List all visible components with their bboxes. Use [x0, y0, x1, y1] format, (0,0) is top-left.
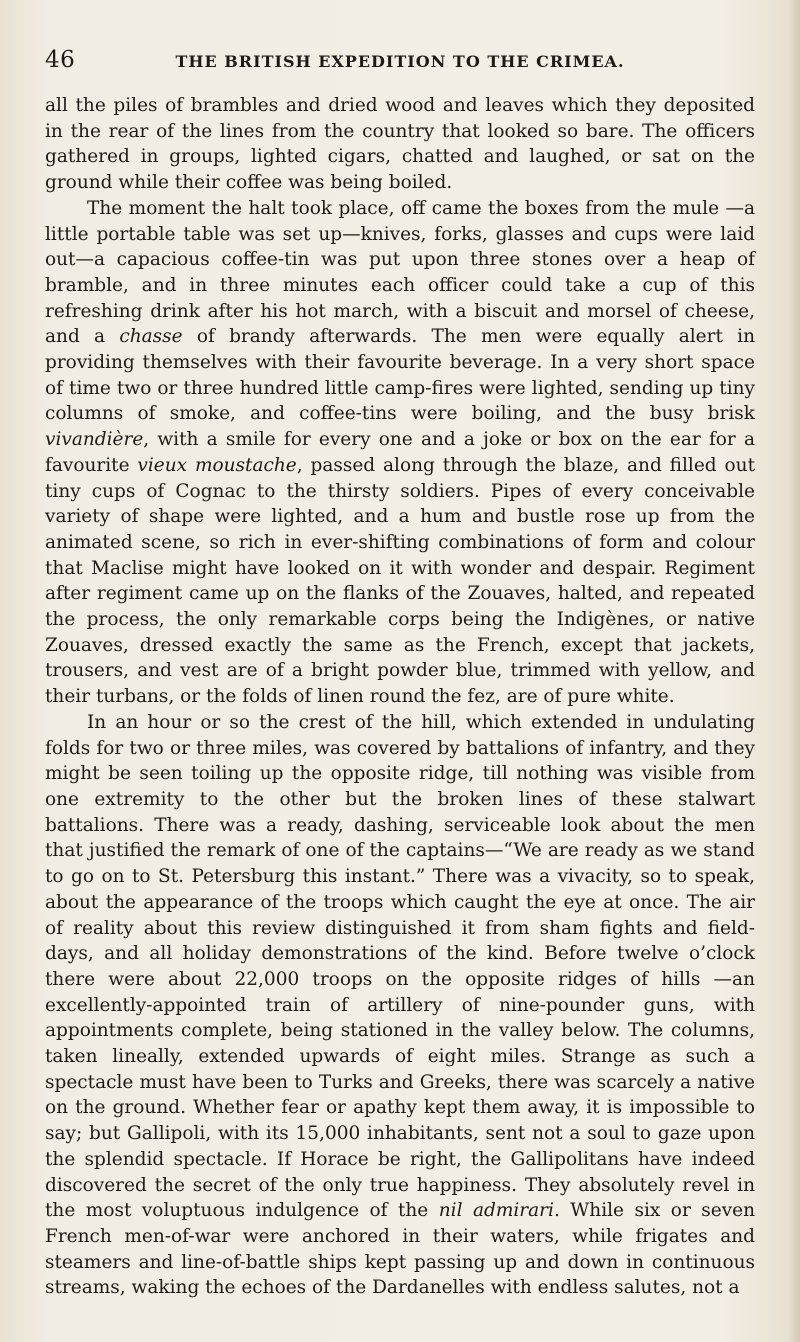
text-run: In an hour or so the crest of the hill, which extended in undulating folds for two or three miles, was covered by battalions of infantry, and they might be seen toiling up the opposite ridge, till nothing was visible from one extremity to the other but the broken lines of these stalwart battalions. There was a ready, dashing, serviceable look about the men that justified the remark of one of the captains—“We are ready as we stand to go on to St. Petersburg this instant.” There was a vivacity, so to speak, about the appearance of the troops which caught the eye at once. The air of reality about this review distinguished it from sham fights and field-days, and all holiday demonstrations of the kind. Before twelve o’clock there were about 22,000 troops on the opposite ridges of hills —an excellently-appointed train of artillery of nine-pounder guns, with appointments complete, being stationed in the valley below. The columns, taken lineally, extended upwards of eight miles. Strange as such a spectacle must have been to Turks and Greeks, there was scarcely a native on the ground. Whether fear or apathy kept them away, it is impossible to say; but Gallipoli, with its 15,000 inhabitants, sent not a soul to gaze upon the splendid spectacle. If Horace be right, the Gallipolitans have indeed discovered the secret of the only true happiness. They absolutely revel in the most voluptuous indulgence of the	[45, 711, 755, 1222]
paragraph	[45, 93, 755, 196]
page-edge-shadow	[788, 0, 800, 1342]
paragraph	[45, 196, 755, 710]
italic-text: vieux moustache	[137, 454, 297, 476]
italic-text: vivandière	[45, 429, 144, 451]
text-run: , passed along through the blaze, and filled out tiny cups of Cognac to the thirsty soldiers. Pipes of every conceivable variety of shape were lighted, and a hum and bustle rose up from the animated scene, so rich in ever-shifting combinations of form and colour that Maclise might have looked on it with wonder and despair. Regiment after regiment came up on the flanks of the Zouaves, halted, and repeated the process, the only remarkable corps being the Indigènes, or native Zouaves, dressed exactly the same as the French, except that jackets, trousers, and vest are of a bright powder blue, trimmed with yellow, and their turbans, or the folds of linen round the fez, are of pure white.	[45, 454, 756, 708]
italic-text: chasse	[119, 326, 183, 348]
body-text	[45, 93, 755, 1301]
text-run: . While six or seven French men-of-war were anchored in their waters, while frigates and steamers and line-of-battle ships kept passing up and down in continuous streams, waking the echoes of the Dardanelles with endless salutes, not a	[45, 1200, 756, 1299]
running-title: THE BRITISH EXPEDITION TO THE CRIMEA.	[175, 52, 625, 71]
italic-text: nil admirari	[438, 1200, 554, 1222]
text-run: The moment the halt took place, off came the boxes from the mule —a little portable table was set up—knives, forks, glasses and cups were laid out—a capacious coffee-tin was put upon three stones over a heap of bramble, and in three minutes each officer could take a cup of this refreshing drink after his hot march, with a biscuit and morsel of cheese, and a	[45, 197, 755, 348]
paragraph	[45, 710, 755, 1301]
text-run: of brandy afterwards. The men were equally alert in providing themselves with their favourite beverage. In a very short space of time two or three hundred little camp-fires were lighted, sending up tiny columns of smoke, and coffee-tins were boiling, and the busy brisk	[45, 326, 755, 425]
page-header	[45, 45, 755, 85]
page-number: 46	[45, 47, 76, 73]
text-run: , with a smile for every one and a joke or box on the ear for a favourite	[45, 429, 755, 476]
text-run: all the piles of brambles and dried wood and leaves which they deposited in the rear of the lines from the country that looked so bare. The officers gathered in groups, lighted cigars, chatted and laughed, or sat on the ground while their coffee was being boiled.	[45, 95, 755, 194]
